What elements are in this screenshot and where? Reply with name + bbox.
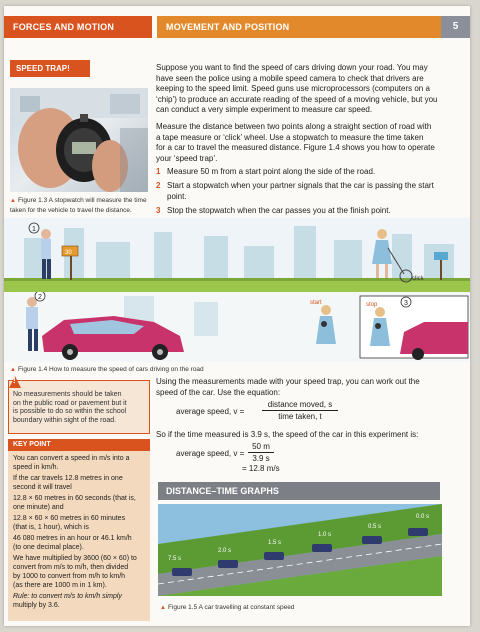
equation-lhs: average speed, v = — [176, 407, 245, 416]
equation2-lhs: average speed, v = — [176, 449, 245, 458]
page-header — [4, 16, 470, 38]
key-point-line: You can convert a speed in m/s into a — [13, 455, 130, 462]
label-3: 3 — [404, 300, 408, 307]
key-point-line: If the car travels 12.8 metres in one — [13, 475, 123, 482]
subsection-tab — [157, 16, 441, 38]
label-2: 2 — [38, 294, 42, 301]
time-label: 0.5 s — [368, 524, 382, 530]
intro-paragraph: Suppose you want to find the speed of cars driving down your road. You may have seen the police using a mobile speed camera to check that drivers are keeping to the speed limit. Speed guns use microprocessors (computers on a ‘chip’) to produce an accurate reading of the speed of a moving vehicle, but you can conduct a very simple experiment to measure car speed. — [156, 63, 438, 114]
key-point-box — [8, 439, 150, 621]
time-label: 1.0 s — [318, 532, 332, 538]
section-tab — [4, 16, 152, 38]
warning-text: No measurements should be taken on the public road or pavement but it is possible to do so within the school boundary within sight of the road. — [13, 391, 127, 424]
figure-1-5-caption: ▲ Figure 1.5 A car travelling at constant speed — [160, 604, 295, 611]
key-point-line: (to one decimal place). — [13, 544, 84, 551]
key-point-line: one minute) and — [13, 504, 64, 511]
time-label: 0.0 s — [416, 514, 430, 520]
distance-time-heading: DISTANCE–TIME GRAPHS — [158, 482, 440, 500]
warning-icon-glyph: ! — [13, 376, 16, 385]
key-point-line: We have multiplied by 3600 (60 × 60) to — [13, 555, 137, 562]
method-paragraph: Measure the distance between two points along a straight section of road with a tape measure or ‘click’ wheel. Use a stopwatch to measure the time taken for a car to travel the measured distance. Figure 1.4 shows you how to operate your ‘speed trap’. — [156, 122, 435, 163]
page-number: 5 — [441, 16, 470, 38]
textbook-page — [4, 6, 470, 626]
safety-warning-box — [8, 376, 150, 434]
speed-example-fraction: $\frac{50 m}{3.9 s}$ — [248, 442, 274, 463]
stop-label: stop — [366, 302, 378, 308]
start-label: start — [310, 300, 322, 306]
key-point-line: second it will travel — [13, 484, 72, 491]
figure-1-5-road — [158, 504, 442, 596]
speed-trap-heading: SPEED TRAP! — [10, 60, 90, 77]
step-2: 2 Start a stopwatch when your partner signals that the car is passing the start point. — [156, 181, 434, 201]
figure-1-3-caption: ▲ Figure 1.3 A stopwatch will measure the time taken for the vehicle to travel the distance. — [10, 197, 147, 214]
time-label: 2.0 s — [218, 548, 232, 554]
stopwatch-photo — [10, 88, 148, 192]
calc-paragraph-2: So if the time measured is 3.9 s, the speed of the car in this experiment is: — [156, 430, 419, 439]
subsection-title: MOVEMENT AND POSITION — [166, 22, 290, 32]
step-3: 3 Stop the stopwatch when the car passes you at the finish point. — [156, 206, 391, 215]
time-label: 1.5 s — [268, 540, 282, 546]
key-point-line: 12.8 × 60 metres in 60 seconds (that is, — [13, 495, 136, 502]
time-label: 7.5 s — [168, 556, 182, 562]
speed-equation-fraction: distance moved, s time taken, t — [262, 400, 338, 421]
label-1: 1 — [32, 226, 36, 233]
key-point-line: (as there are 1000 m in 1 km). — [13, 582, 107, 589]
key-point-line: convert from m/s to m/h, then divided — [13, 564, 129, 571]
key-point-heading: KEY POINT — [8, 439, 150, 451]
key-point-line: (that is, 1 hour), which is — [13, 524, 89, 531]
caption-triangle-icon: ▲ — [160, 605, 166, 611]
calc-paragraph: Using the measurements made with your speed trap, you can work out the speed of the car. Use the equation: — [156, 377, 420, 397]
caption-triangle-icon: ▲ — [10, 367, 16, 373]
caption-triangle-icon: ▲ — [10, 198, 16, 204]
key-point-line: 12.8 × 60 × 60 metres in 60 minutes — [13, 515, 126, 522]
speed-sign-label: 30 — [65, 250, 72, 256]
key-point-line: 46 080 metres in an hour or 46.1 km/h — [13, 535, 132, 542]
figure-1-4-bottom — [4, 292, 470, 362]
key-point-line: multiply by 3.6. — [13, 602, 60, 609]
figure-1-4-caption: ▲ Figure 1.4 How to measure the speed of cars driving on the road — [10, 366, 204, 373]
click-label: click — [412, 276, 424, 282]
section-title: FORCES AND MOTION — [13, 22, 115, 32]
key-point-line: speed in km/h. — [13, 464, 59, 471]
figure-1-4-top — [4, 218, 470, 292]
key-point-line: by 1000 to convert from m/h to km/h — [13, 573, 126, 580]
key-point-line: Rule: to convert m/s to km/h simply — [13, 593, 122, 600]
equation2-result: = 12.8 m/s — [242, 464, 280, 473]
step-1: 1 Measure 50 m from a start point along the side of the road. — [156, 167, 376, 176]
